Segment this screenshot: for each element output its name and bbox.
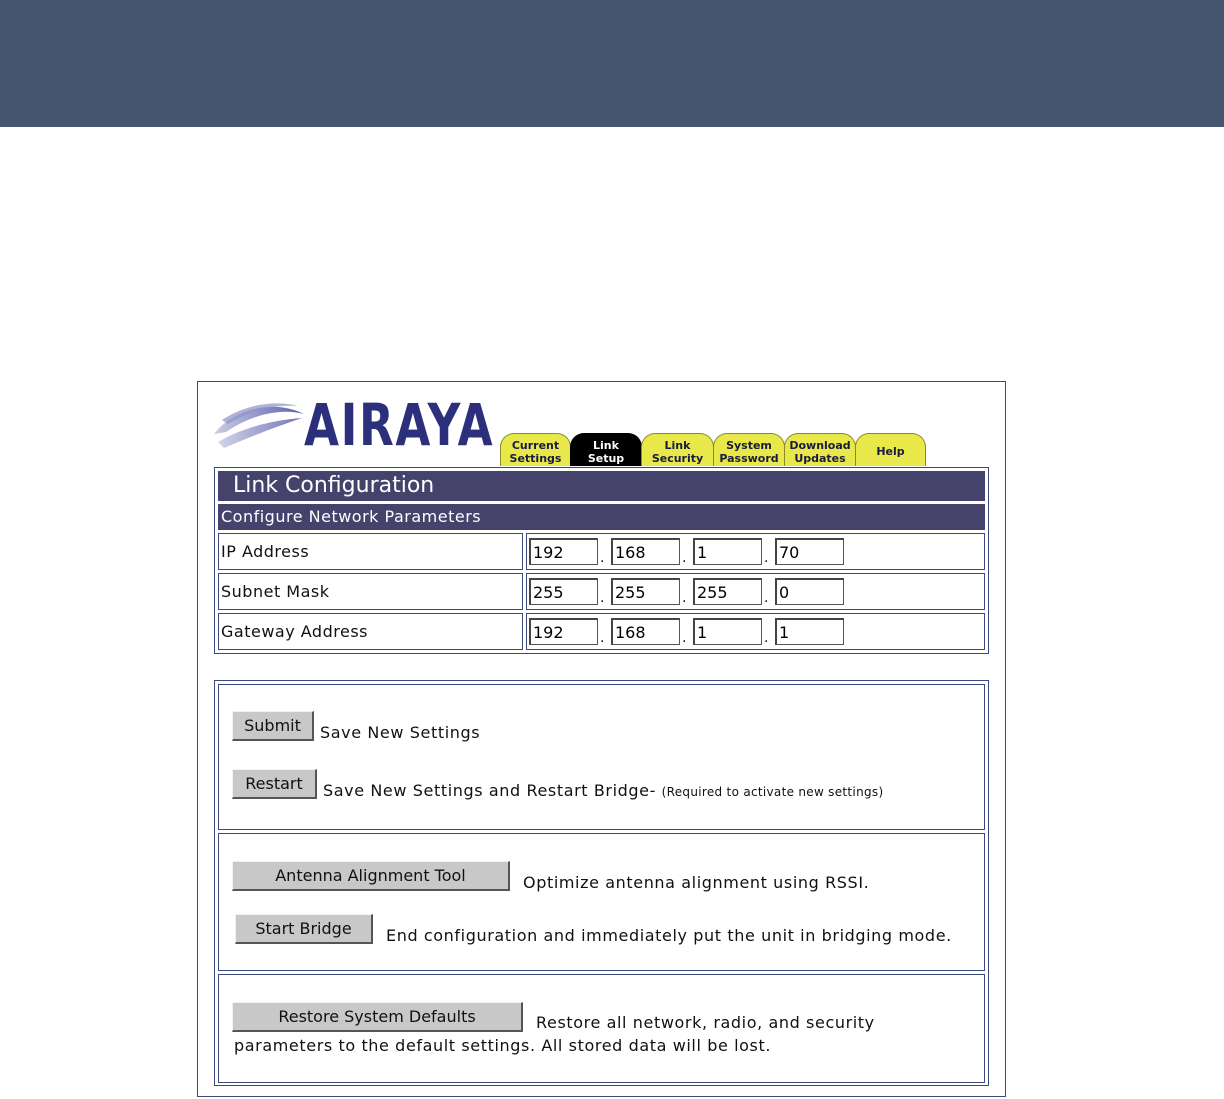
actions-panel [214,680,989,1086]
subnet-mask-label: Subnet Mask [218,573,523,610]
tab-help[interactable]: Help [855,433,926,466]
octet-separator: . [600,550,605,566]
gateway-address-fields [526,613,985,650]
logo-wordmark: AIRAYA [304,391,495,459]
ip-octet-4[interactable] [775,538,844,565]
subnet-octet-4[interactable] [775,578,844,605]
restore-description-line2: parameters to the default settings. All stored data will be lost. [234,1036,772,1055]
start-bridge-button[interactable]: Start Bridge [235,914,373,944]
ip-octet-2[interactable] [611,538,680,565]
subnet-octet-1[interactable] [529,578,598,605]
ip-octet-1[interactable] [529,538,598,565]
octet-separator: . [764,550,769,566]
restart-button[interactable]: Restart [232,769,317,799]
submit-button[interactable]: Submit [232,711,314,741]
router-config-frame [197,381,1006,1097]
octet-separator: . [682,550,687,566]
restart-note: (Required to activate new settings) [661,785,884,799]
gateway-octet-3[interactable] [693,618,762,645]
octet-separator: . [764,590,769,606]
octet-separator: . [764,630,769,646]
subnet-octet-3[interactable] [693,578,762,605]
antenna-alignment-tool-button[interactable]: Antenna Alignment Tool [232,861,510,891]
gateway-octet-4[interactable] [775,618,844,645]
start-bridge-description: End configuration and immediately put the unit in bridging mode. [386,926,952,945]
tab-current-settings[interactable]: Current Settings [500,433,571,466]
octet-separator: . [682,590,687,606]
save-section [218,684,985,830]
restart-description [323,781,883,800]
submit-description: Save New Settings [320,723,481,742]
logo-swoosh-icon [212,390,312,456]
airaya-logo [212,390,495,459]
tab-download-updates[interactable]: Download Updates [784,433,856,466]
octet-separator: . [600,630,605,646]
restore-system-defaults-button[interactable]: Restore System Defaults [232,1002,523,1032]
tools-section [218,833,985,971]
link-configuration-table [214,467,989,654]
restore-section [218,974,985,1083]
gateway-octet-2[interactable] [611,618,680,645]
ip-octet-3[interactable] [693,538,762,565]
restart-description-text: Save New Settings and Restart Bridge- [323,781,656,800]
ip-address-label: IP Address [218,533,523,570]
gateway-address-label: Gateway Address [218,613,523,650]
subnet-mask-fields [526,573,985,610]
restore-description-line1: Restore all network, radio, and security [536,1013,875,1032]
top-banner [0,0,1224,127]
tab-link-security[interactable]: Link Security [641,433,714,466]
antenna-alignment-description: Optimize antenna alignment using RSSI. [523,873,870,892]
tab-system-password[interactable]: System Password [713,433,785,466]
octet-separator: . [682,630,687,646]
octet-separator: . [600,590,605,606]
subnet-octet-2[interactable] [611,578,680,605]
ip-address-fields [526,533,985,570]
tab-link-setup[interactable]: Link Setup [570,433,642,466]
gateway-octet-1[interactable] [529,618,598,645]
page-title: Link Configuration [218,471,985,501]
section-subtitle: Configure Network Parameters [218,504,985,530]
